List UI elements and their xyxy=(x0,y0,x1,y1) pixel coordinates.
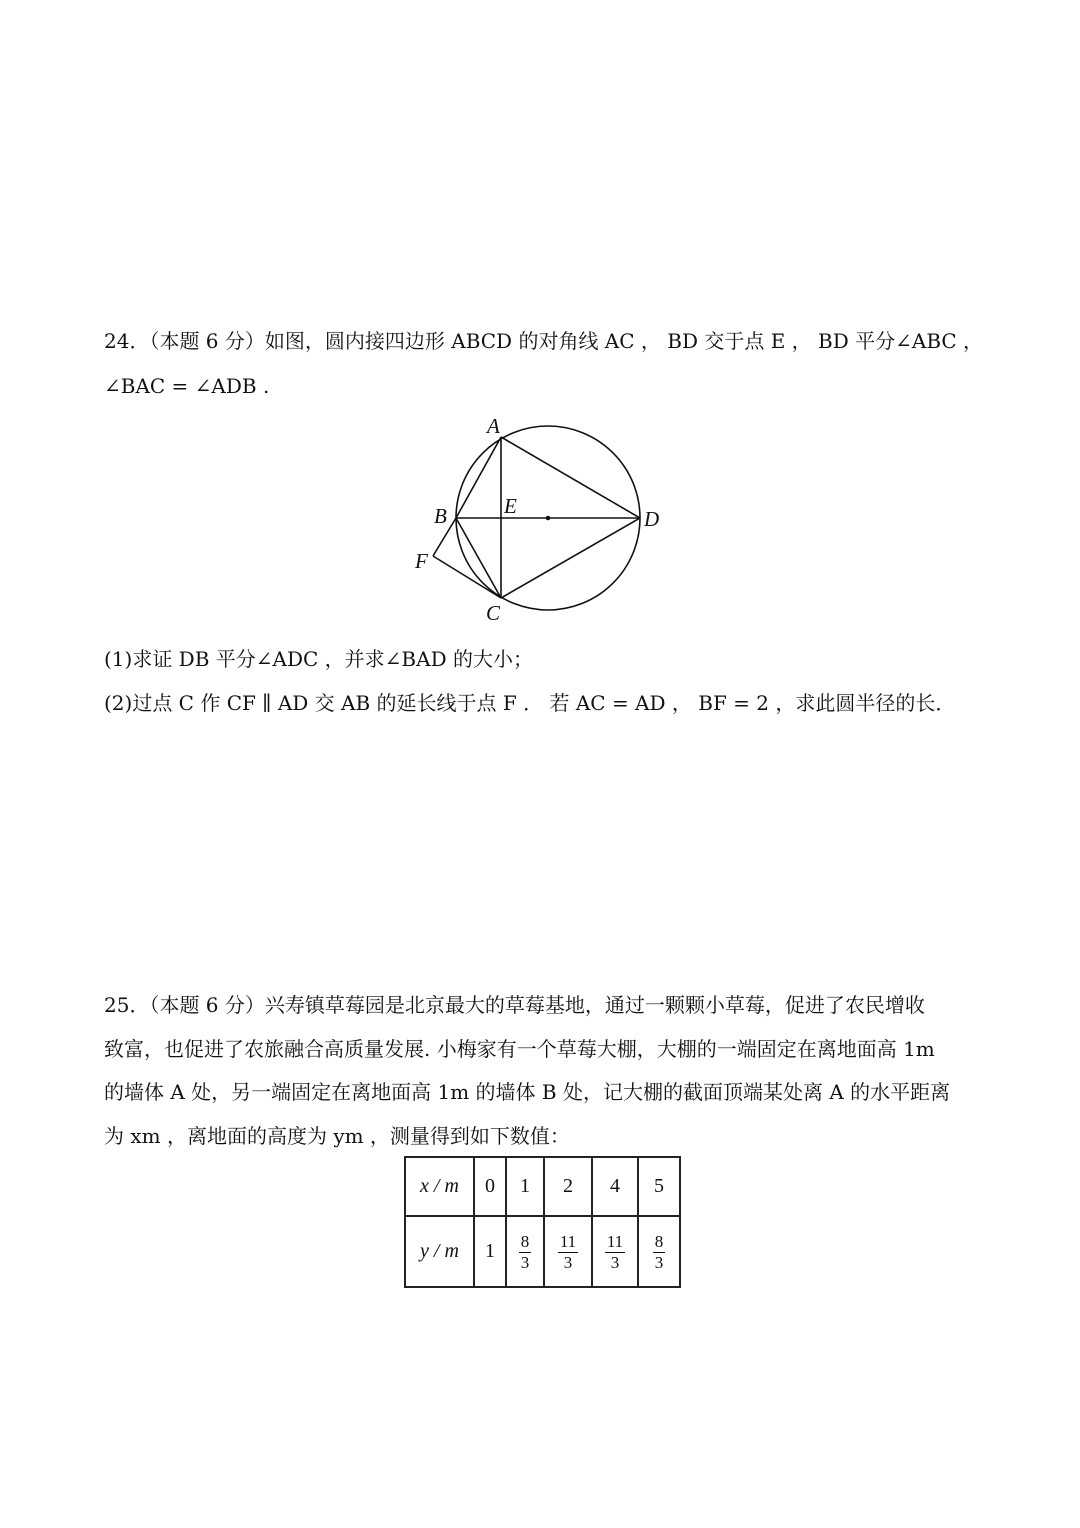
q25-stem-line1: 25．（本题 6 分）兴寿镇草莓园是北京最大的草莓基地，通过一颗颗小草莓，促进了农民增收 xyxy=(104,993,925,1017)
q25-stem-line4: 为 xm ，离地面的高度为 ym ，测量得到如下数值： xyxy=(104,1124,570,1148)
x-cell: 5 xyxy=(638,1157,680,1216)
fraction: $\frac{8}{3}$ xyxy=(654,1232,664,1272)
q24-part1: (1)求证 DB 平分∠ADC ，并求∠BAD 的大小； xyxy=(104,647,533,671)
fraction: $\frac{11}{3}$ xyxy=(559,1232,577,1272)
y-cell xyxy=(592,1216,638,1287)
q24-stem-line2: ∠BAC = ∠ADB . xyxy=(104,374,270,398)
label-E: E xyxy=(504,494,517,518)
label-C: C xyxy=(486,601,501,625)
center-dot xyxy=(546,516,551,521)
q24-part2: (2)过点 C 作 CF ∥ AD 交 AB 的延长线于点 F ． 若 AC = AD ， BF = 2 ，求此圆半径的长． xyxy=(104,691,956,715)
label-F: F xyxy=(415,549,428,573)
segment-AB xyxy=(456,437,501,518)
x-cell: 1 xyxy=(506,1157,544,1216)
segment-BC xyxy=(456,518,501,598)
y-header-cell: y / m xyxy=(405,1216,474,1287)
x-header-cell: x / m xyxy=(405,1157,474,1216)
segment-CD xyxy=(501,518,640,598)
q25-stem-line3: 的墙体 A 处，另一端固定在离地面高 1m 的墙体 B 处，记大棚的截面顶端某处离 A 的水平距离 xyxy=(104,1080,951,1104)
segment-AD xyxy=(501,437,640,518)
x-cell: 2 xyxy=(544,1157,592,1216)
fraction: $\frac{11}{3}$ xyxy=(606,1232,624,1272)
x-cell: 4 xyxy=(592,1157,638,1216)
label-B: B xyxy=(434,504,447,528)
q24-stem-line1: 24．（本题 6 分）如图，圆内接四边形 ABCD 的对角线 AC ， BD 交于点 E ， BD 平分∠ABC ， xyxy=(104,329,984,353)
x-cell: 0 xyxy=(474,1157,506,1216)
fraction: $\frac{8}{3}$ xyxy=(520,1232,530,1272)
q25-stem-line2: 致富，也促进了农旅融合高质量发展. 小梅家有一个草莓大棚，大棚的一端固定在离地面高 1m xyxy=(104,1037,935,1061)
y-cell xyxy=(638,1216,680,1287)
y-cell xyxy=(506,1216,544,1287)
table-row-x xyxy=(405,1157,680,1216)
label-A: A xyxy=(487,414,500,438)
label-D: D xyxy=(644,507,660,531)
q25-data-table xyxy=(404,1156,681,1288)
q24-geometry-figure xyxy=(400,405,690,630)
table-row-y xyxy=(405,1216,680,1287)
y-cell: 1 xyxy=(474,1216,506,1287)
y-cell xyxy=(544,1216,592,1287)
